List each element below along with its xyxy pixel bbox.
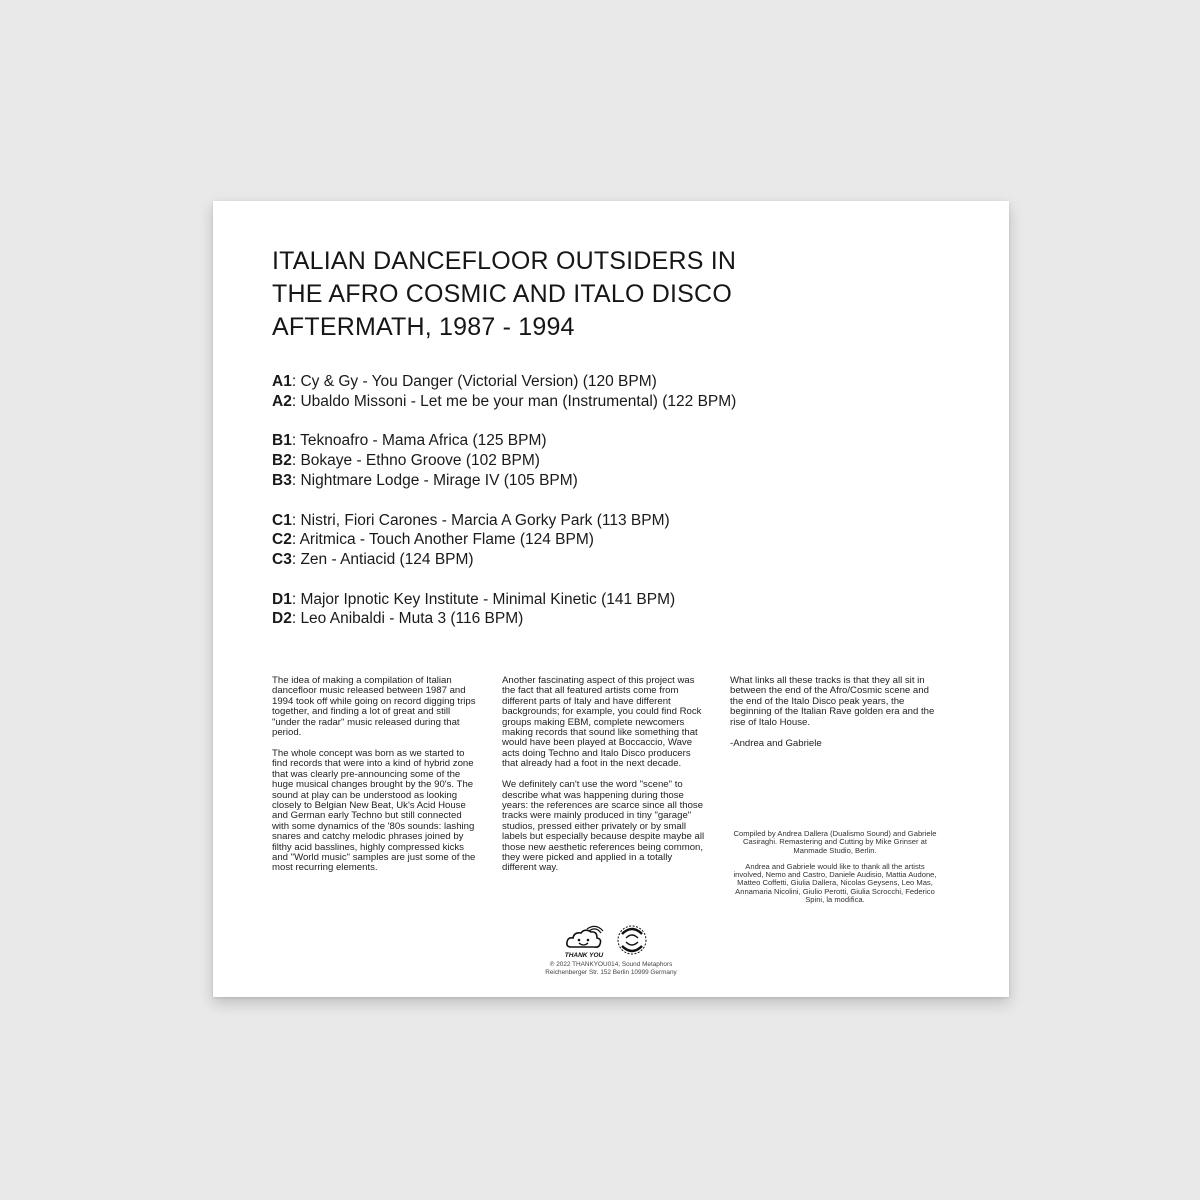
track-row <box>272 392 912 412</box>
label-footer <box>513 961 709 977</box>
track-code: D2 <box>272 610 292 628</box>
liner-paragraph: The idea of making a compilation of Italian dancefloor music released between 1987 and 1994 took off while going on record digging trips together, and finding a lot of great and still "under the radar" music released during that period. <box>272 675 476 739</box>
track-code: C1 <box>272 511 292 529</box>
liner-paragraph: The whole concept was born as we started to find records that were into a kind of hybrid zone that was clearly pre-announcing some of the huge musical changes brought by the 90's. The sound at play can be understood as looking closely to Belgian New Beat, Uk's Acid House and German early Techno but still connected with some dynamics of the '80s sounds: lashing snares and catchy melodic phrases joined by filthy acid basslines, highly compressed kicks and "World music" samples are just some of the most recurring elements. <box>272 747 476 874</box>
track-row <box>272 451 912 471</box>
logo-text: THANK YOU <box>564 952 604 959</box>
track-row <box>272 431 912 451</box>
address-line: Reichenberger Str. 152 Berlin 10999 Germany <box>545 969 677 976</box>
track-row <box>272 471 912 491</box>
copyright-line: ℗ 2022 THANKYOU014, Sound Metaphors <box>549 961 673 968</box>
track-row <box>272 530 912 550</box>
sound-metaphors-swirl-icon <box>618 926 646 954</box>
title-line: ITALIAN DANCEFLOOR OUTSIDERS IN <box>272 247 737 275</box>
liner-notes-column-1 <box>272 676 477 884</box>
record-sleeve <box>213 201 1009 997</box>
track-title: : Cy & Gy - You Danger (Victorial Version) (120 BPM) <box>291 373 657 390</box>
track-row <box>272 590 912 610</box>
track-title: : Zen - Antiacid (124 BPM) <box>291 550 474 568</box>
track-code: C2 <box>272 531 292 549</box>
track-title: : Leo Anibaldi - Muta 3 (116 BPM) <box>291 610 524 628</box>
liner-notes-column-2 <box>502 676 707 884</box>
thank-you-cloud-icon <box>563 921 658 961</box>
track-title: : Nightmare Lodge - Mirage IV (105 BPM) <box>291 471 578 489</box>
credits-paragraph: Compiled by Andrea Dallera (Dualismo Sound) and Gabriele Casiraghi. Remastering and Cutting by Mike Grinser at Manmade Studio, Berlin. <box>733 829 937 855</box>
thanks-paragraph: Andrea and Gabriele would like to thank all the artists involved, Nemo and Castro, Daniele Audisio, Mattia Audone, Matteo Coffetti, Giulia Dallera, Nicolas Geysens, Leo Mas, Annamaria Nicolini, Giulio Perotti, Giulia Scrocchi, Federico Spini, la modifica. <box>733 861 937 905</box>
liner-paragraph: We definitely can't use the word "scene" to describe what was happening during those years: the references are scarce since all those tracks were mainly produced in tiny "garage" studios, pressed either privately or by small labels but especially because despite maybe all those new aesthetic references being common, they were picked and applied in a totally different way. <box>502 779 705 874</box>
tracklist <box>272 372 912 629</box>
album-title <box>272 245 872 344</box>
track-row <box>272 609 912 629</box>
track-title: : Nistri, Fiori Carones - Marcia A Gorky Park (113 BPM) <box>291 511 670 529</box>
title-line: THE AFRO COSMIC AND ITALO DISCO <box>272 280 732 308</box>
liner-signature: -Andrea and Gabriele <box>730 737 822 749</box>
liner-paragraph: What links all these tracks is that they all sit in between the end of the Afro/Cosmic scene and the end of the Italo Disco peak years, the beginning of the Italian Rave golden era and the rise of Italo House. <box>730 675 935 728</box>
track-row <box>272 550 912 570</box>
track-row <box>272 511 912 531</box>
track-code: D1 <box>272 590 292 608</box>
track-title: : Major Ipnotic Key Institute - Minimal Kinetic (141 BPM) <box>291 590 676 608</box>
track-title: : Bokaye - Ethno Groove (102 BPM) <box>291 452 540 470</box>
track-title: : Aritmica - Touch Another Flame (124 BPM) <box>291 531 594 549</box>
track-title: : Teknoafro - Mama Africa (125 BPM) <box>291 432 547 450</box>
label-logos <box>563 921 658 961</box>
credits <box>730 830 940 912</box>
liner-notes-column-3 <box>730 676 940 759</box>
track-row <box>272 372 912 392</box>
track-code: B3 <box>272 471 292 489</box>
track-code: A2 <box>272 392 292 410</box>
track-code: A1 <box>272 373 292 390</box>
title-line: AFTERMATH, 1987 - 1994 <box>272 313 575 341</box>
liner-paragraph: Another fascinating aspect of this project was the fact that all featured artists come from different parts of Italy and have different backgrounds; for example, you could find Rock groups making EBM, complete newcomers making records that sound like something that would have been played at Boccaccio, Wave acts doing Techno and Italo Disco producers that already had a foot in the next decade. <box>502 675 702 770</box>
track-title: : Ubaldo Missoni - Let me be your man (Instrumental) (122 BPM) <box>291 392 737 410</box>
track-code: B1 <box>272 432 292 450</box>
track-code: B2 <box>272 452 292 470</box>
track-code: C3 <box>272 550 292 568</box>
